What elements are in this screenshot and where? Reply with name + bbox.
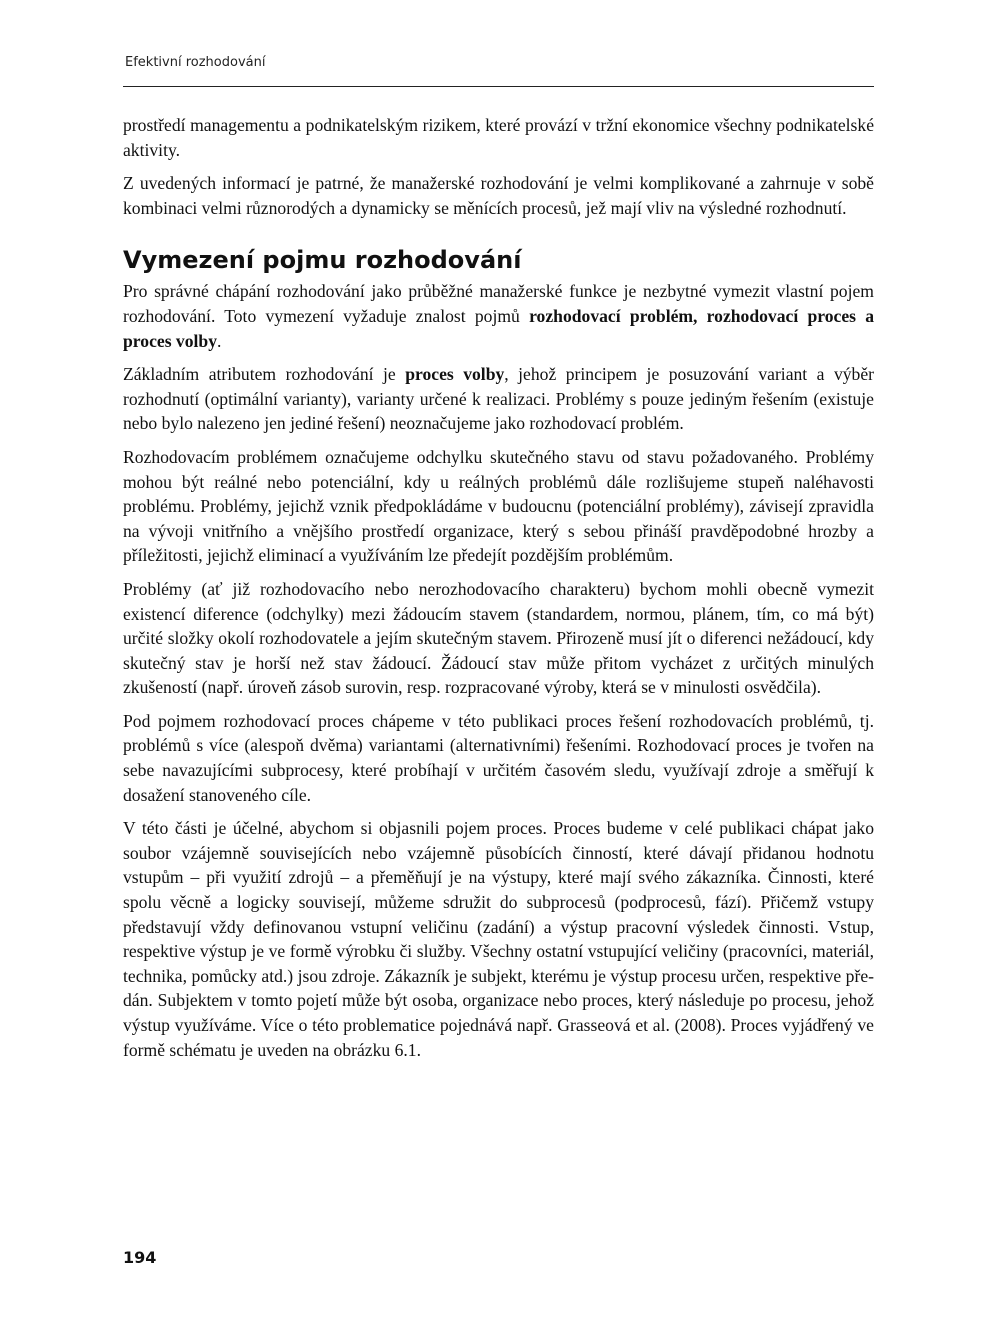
section-heading: Vymezení pojmu rozhodování — [123, 246, 522, 275]
header-divider — [123, 86, 874, 87]
key-term-choice: proces volby — [405, 364, 505, 385]
running-header: Efektivní rozhodování — [125, 55, 266, 70]
paragraph-intro-2: Z uvedených informací je patrné, že manažerské rozhodování je velmi komplikované a zahrnuje v sobě kombinaci velmi různorodých a dynamicky se měnících procesů, jež mají vliv na výsledné rozhodnutí. — [123, 173, 874, 218]
paragraph-choice-rest: , jehož principem je posuzování variant a výběr rozhodnutí (optimální varianty), varianty určené k realizaci. Problémy s pouze jediným řešením (existuje nebo bylo nalezeno jen jediné řešení) neoznačujeme jako rozhodovací problém. — [123, 364, 875, 434]
paragraph-problems: Problémy (ať již rozhodovacího nebo nerozhodovacího charakteru) bychom mohli obecně vymezit existencí diference (odchylky) mezi žádoucím stavem (standardem, normou, plánem, tím, co má být) určité složky okolí rozhodovatele a jejím skutečným stavem. Přirozeně musí jít o diferenci nežádoucí, kdy skutečný stav je horší než stav žádoucí. Žádoucí stav může přitom vycházet z určitých minulých zkušeností (např. úroveň zásob surovin, resp. rozpracované výroby, která se v minulosti osvědčila). — [123, 578, 874, 698]
paragraph-decision-problem: Rozhodovacím problémem označujeme odchylku skutečného stavu od stavu požadovaného. Problémy mohou být reálné nebo potenciální, kdy u reálných problémů dále rozlišujeme stupeň naléhavosti problému. Problémy, jejichž vznik předpokládáme v budoucnu (potenciální problémy), závisejí zpravidla na vývoji vnitřního a vnějšího prostředí organizace, který s sebou přináší pravděpodobné hrozby a příležitosti, jejichž eliminací a využíváním lze předejít pozdějším problémům. — [123, 446, 874, 566]
paragraph-choice-text: Základním atributem rozhodování je — [123, 364, 406, 385]
page-number: 194 — [123, 1248, 157, 1267]
paragraph-definition — [123, 279, 874, 353]
paragraph-decision-process: Pod pojmem rozhodovací proces chápeme v této publikaci proces řešení rozhodovacích problémů, tj. problémů s více (alespoň dvěma) variantami (alternativními) řešeními. Rozhodovací proces je tvořen na sebe navazujícími subprocesy, které probíhají v určitém časovém sledu, využívají zdroje a směřují k dosažení stanoveného cíle. — [123, 710, 874, 805]
paragraph-definition-text: Pro správné chápání rozhodování jako průběžné manažerské funkce je nezbytné vymezit vlastní pojem rozhodování. Toto vymezení vyžaduje znalost pojmů — [123, 281, 874, 326]
paragraph-intro-1: prostředí managementu a podnikatelským rizikem, které provází v tržní ekonomice všechny podnikatelské aktivity. — [123, 115, 874, 160]
paragraph-process: V této části je účelné, abychom si objasnili pojem proces. Proces budeme v celé publikaci chápat jako soubor vzájemně souvisejících nebo vzájemně působících činností, které dávají přidanou hodnotu vstupům – při využití zdrojů – a přeměňují je na výstupy, které mají svého zákazníka. Činnosti, které spolu věcně a logicky souvisejí, můžeme sdružit do subprocesů (podprocesů, fází). Přičemž vstupy představují vždy definovanou vstupní veličinu (zadání) a výstup pracovní výsledek činnosti. Vstup, respektive výstup je ve formě výrobku či služby. Všechny ostatní vstupující veličiny (pracovníci, materiál, technika, pomůcky atd.) jsou zdroje. Zákazník je subjekt, kterému je výstup procesu určen, respektive předán. Subjektem v tomto pojetí může být osoba, organizace nebo proces, který následuje po procesu, jehož výstup využíváme. Více o této problematice pojednává např. Grasseová et al. (2008). Proces vyjádřený ve formě schématu je uveden na obrázku 6.1. — [123, 818, 874, 1060]
paragraph-definition-end: . — [217, 330, 222, 351]
paragraph-choice-process — [123, 362, 874, 436]
key-terms: rozhodovací problém, rozhodovací proces a proces volby — [123, 305, 875, 351]
body-text — [123, 113, 874, 1071]
